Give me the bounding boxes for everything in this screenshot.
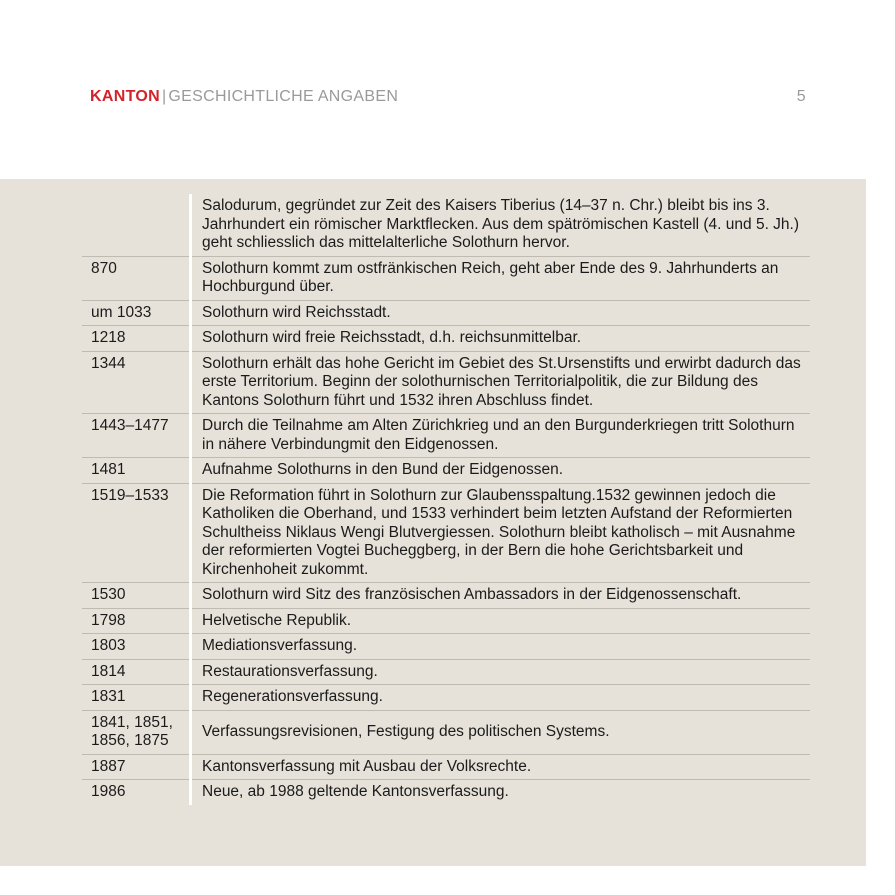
timeline-text: Helvetische Republik.	[191, 608, 811, 634]
timeline-row	[82, 194, 810, 256]
timeline-row	[82, 608, 810, 634]
timeline-text: Kantonsverfassung mit Ausbau der Volksrechte.	[191, 754, 811, 780]
timeline-text: Aufnahme Solothurns in den Bund der Eidgenossen.	[191, 458, 811, 484]
timeline-text: Solothurn wird Sitz des französischen Ambassadors in der Eidgenossenschaft.	[191, 583, 811, 609]
header-kanton: KANTON	[90, 88, 160, 105]
timeline-year: 1803	[82, 634, 191, 660]
timeline-row	[82, 780, 810, 805]
timeline-row	[82, 326, 810, 352]
timeline-row	[82, 583, 810, 609]
timeline-year	[82, 194, 191, 256]
timeline-year: 1443–1477	[82, 414, 191, 458]
header-separator: |	[161, 88, 167, 105]
timeline-text: Solothurn wird freie Reichsstadt, d.h. reichsunmittelbar.	[191, 326, 811, 352]
timeline-year: 1218	[82, 326, 191, 352]
timeline-row	[82, 710, 810, 754]
timeline-year: 1519–1533	[82, 483, 191, 583]
timeline-text: Salodurum, gegründet zur Zeit des Kaisers Tiberius (14–37 n. Chr.) bleibt bis ins 3. Jahrhundert ein römischer Marktflecken. Aus dem spätrömischen Kastell (4. und 5. Jh.) geht schliesslich das mittelalterliche Solothurn hervor.	[191, 194, 811, 256]
timeline-row	[82, 256, 810, 300]
timeline-year: 1887	[82, 754, 191, 780]
timeline-row	[82, 458, 810, 484]
timeline-year: 1481	[82, 458, 191, 484]
timeline-year: 870	[82, 256, 191, 300]
timeline-text: Durch die Teilnahme am Alten Zürichkrieg und an den Burgunderkriegen tritt Solothurn in nähere Verbindungmit den Eidgenossen.	[191, 414, 811, 458]
timeline-row	[82, 483, 810, 583]
timeline-year: 1841, 1851, 1856, 1875	[82, 710, 191, 754]
timeline-row	[82, 754, 810, 780]
timeline-row	[82, 659, 810, 685]
timeline-row	[82, 414, 810, 458]
timeline-text: Solothurn erhält das hohe Gericht im Gebiet des St.Ursenstifts und erwirbt dadurch das erste Territorium. Beginn der solothurnischen Territorialpolitik, die zur Bildung des Kantons Solothurn führt und 1532 ihren Abschluss findet.	[191, 351, 811, 414]
timeline-row	[82, 351, 810, 414]
timeline-year: 1344	[82, 351, 191, 414]
timeline-text: Neue, ab 1988 geltende Kantonsverfassung.	[191, 780, 811, 805]
timeline-year: 1798	[82, 608, 191, 634]
timeline-text: Solothurn kommt zum ostfränkischen Reich, geht aber Ende des 9. Jahrhunderts an Hochburgund über.	[191, 256, 811, 300]
timeline-row	[82, 300, 810, 326]
timeline-text: Die Reformation führt in Solothurn zur Glaubensspaltung.1532 gewinnen jedoch die Katholiken die Oberhand, und 1533 verhindert beim letzten Aufstand der Reformierten Schultheiss Niklaus Wengi Blutvergiessen. Solothurn bleibt katholisch – mit Ausnahme der reformierten Vogtei Bucheggberg, in der Bern die hohe Gerichtsbarkeit und Kirchenhoheit zukommt.	[191, 483, 811, 583]
timeline-row	[82, 685, 810, 711]
timeline-text: Solothurn wird Reichsstadt.	[191, 300, 811, 326]
timeline-text: Verfassungsrevisionen, Festigung des politischen Systems.	[191, 710, 811, 754]
timeline-row	[82, 634, 810, 660]
header-section-title: GESCHICHTLICHE ANGABEN	[168, 88, 399, 105]
timeline-year: 1831	[82, 685, 191, 711]
timeline-year: um 1033	[82, 300, 191, 326]
page-header	[90, 88, 806, 106]
page-number: 5	[796, 88, 806, 105]
timeline-year: 1986	[82, 780, 191, 805]
timeline-text: Mediationsverfassung.	[191, 634, 811, 660]
timeline-table	[82, 194, 810, 805]
timeline-year: 1814	[82, 659, 191, 685]
timeline-year: 1530	[82, 583, 191, 609]
timeline-text: Regenerationsverfassung.	[191, 685, 811, 711]
timeline-text: Restaurationsverfassung.	[191, 659, 811, 685]
